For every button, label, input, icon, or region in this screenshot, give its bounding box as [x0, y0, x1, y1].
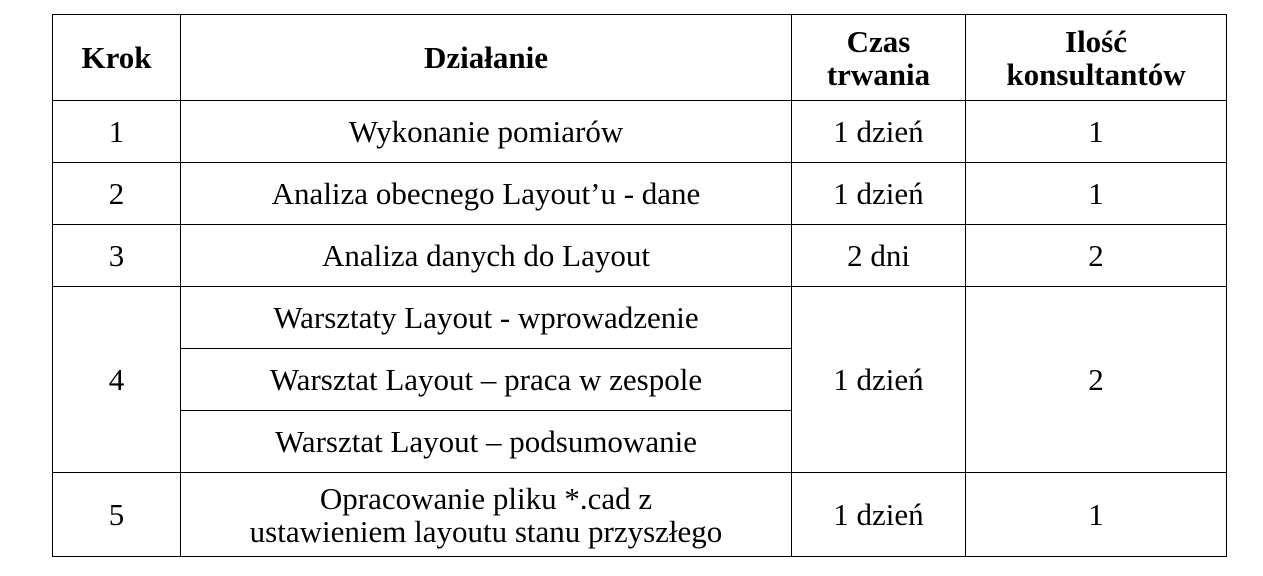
- header-czas-line1: Czas: [846, 23, 911, 59]
- cell-krok: 5: [53, 473, 181, 557]
- cell-dzialanie: Warsztaty Layout - wprowadzenie: [181, 287, 792, 349]
- cell-ilosc: 1: [966, 473, 1227, 557]
- cell-ilosc: 2: [966, 287, 1227, 473]
- table-row: [53, 473, 1227, 557]
- table-row: [53, 287, 1227, 349]
- cell-dzialanie: Analiza danych do Layout: [181, 225, 792, 287]
- cell-krok: 1: [53, 101, 181, 163]
- cell-krok: 2: [53, 163, 181, 225]
- table-row: [53, 163, 1227, 225]
- cell-dzialanie: Warsztat Layout – podsumowanie: [181, 411, 792, 473]
- header-czas-trwania: [792, 15, 966, 101]
- header-row: [53, 15, 1227, 101]
- cell-czas: 1 dzień: [792, 287, 966, 473]
- header-ilosc-line2: konsultantów: [1006, 56, 1186, 92]
- cell-czas: 1 dzień: [792, 473, 966, 557]
- header-krok: Krok: [53, 15, 181, 101]
- cell-dzialanie: Warsztat Layout – praca w zespole: [181, 349, 792, 411]
- cell-ilosc: 2: [966, 225, 1227, 287]
- cell-dzialanie-line2: ustawieniem layoutu stanu przyszłego: [249, 513, 723, 549]
- header-dzialanie: Działanie: [181, 15, 792, 101]
- header-ilosc-line1: Ilość: [1065, 23, 1127, 59]
- cell-dzialanie: [181, 473, 792, 557]
- table-row: [53, 101, 1227, 163]
- cell-ilosc: 1: [966, 101, 1227, 163]
- cell-krok: 4: [53, 287, 181, 473]
- cell-czas: 1 dzień: [792, 101, 966, 163]
- header-ilosc-konsultantow: [966, 15, 1227, 101]
- cell-czas: 1 dzień: [792, 163, 966, 225]
- table-row: [53, 225, 1227, 287]
- cell-krok: 3: [53, 225, 181, 287]
- schedule-table: [52, 14, 1227, 557]
- cell-czas: 2 dni: [792, 225, 966, 287]
- header-czas-line2: trwania: [826, 56, 931, 92]
- cell-ilosc: 1: [966, 163, 1227, 225]
- cell-dzialanie: Analiza obecnego Layout’u - dane: [181, 163, 792, 225]
- cell-dzialanie: Wykonanie pomiarów: [181, 101, 792, 163]
- cell-dzialanie-line1: Opracowanie pliku *.cad z: [319, 480, 653, 516]
